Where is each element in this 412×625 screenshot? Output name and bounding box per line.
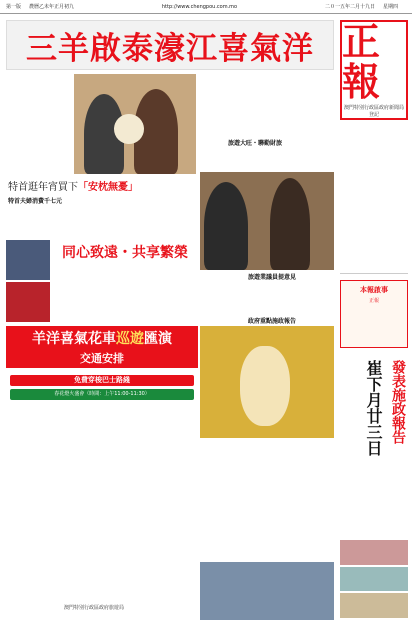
article-text-5 [200,280,334,314]
crowd-photo [200,172,334,270]
notice-box [340,280,408,348]
lunar-date: 農曆乙未年正月初九 [29,4,75,10]
person-figure [270,178,310,270]
masthead-subtitle: 澳門特別行政區政府新聞局登記 [344,105,405,118]
event-time-label: 春花燈火盛會（時間：上午11:00-11:30） [10,389,194,400]
subhead-2: 旅遊業議員提意見 [248,274,297,281]
weekday: 星期四 [382,4,398,10]
site-url[interactable]: http://www.chengpou.com.mo [161,3,238,10]
traffic-notice [6,370,198,620]
red-banner-photo [6,282,50,322]
promo-line2: 交通安排 [80,352,124,365]
thumbnail-strip [340,540,408,618]
plush-toy [114,114,144,144]
article-text-2 [6,204,106,238]
parade-photo [200,326,334,438]
article-text-6 [200,440,334,560]
masthead [340,20,408,120]
tourism-office-logo: 澳門特別行政區政府旅遊局 [64,605,125,611]
bottom-photo [200,562,334,620]
section2-title: 同心致遠・共享繁榮 [62,245,188,261]
promo-banner [6,326,198,368]
article-text-3 [200,74,334,136]
page-number: 第一版 [6,4,22,10]
thumbnail [340,540,408,565]
headline-box [6,20,334,70]
subhead-photo: 旅遊大旺・聯勤財旅 [228,140,283,147]
thumbnail [340,593,408,618]
article-text-1 [6,74,72,174]
publisher-info [340,124,408,274]
vertical-headline-2: 發表施政報告 [390,360,406,444]
subhead-1: 特首夫婦消費千七元 [8,198,63,205]
person-figure [204,182,248,270]
subhead-3: 政府重點施政報告 [248,318,297,325]
vertical-headline: 崔下月廿三日 [364,360,383,456]
notice-sub: 正報 [368,298,379,304]
photo-caption [8,178,138,193]
article-text-4 [54,260,198,322]
masthead-title: 正報 [342,19,381,104]
issue-date: 二０一五年二月十九日 [324,4,375,10]
notice-title: 本報啟事 [360,285,388,294]
promo-line1: 羊洋喜氣花車巡遊匯演 [32,331,172,347]
main-headline: 三羊啟泰濠江喜氣洋 [26,30,314,67]
mascot-figure [240,346,290,426]
thumbnail [340,567,408,592]
main-photo [74,74,196,174]
top-bar [0,0,412,14]
caption-text: 特首逛年宵買下 [8,182,78,193]
free-shuttle-label: 免費穿梭巴士路綫 [10,375,194,386]
caption-highlight: 「安枕無憂」 [78,182,138,193]
portrait-photo [6,240,50,280]
